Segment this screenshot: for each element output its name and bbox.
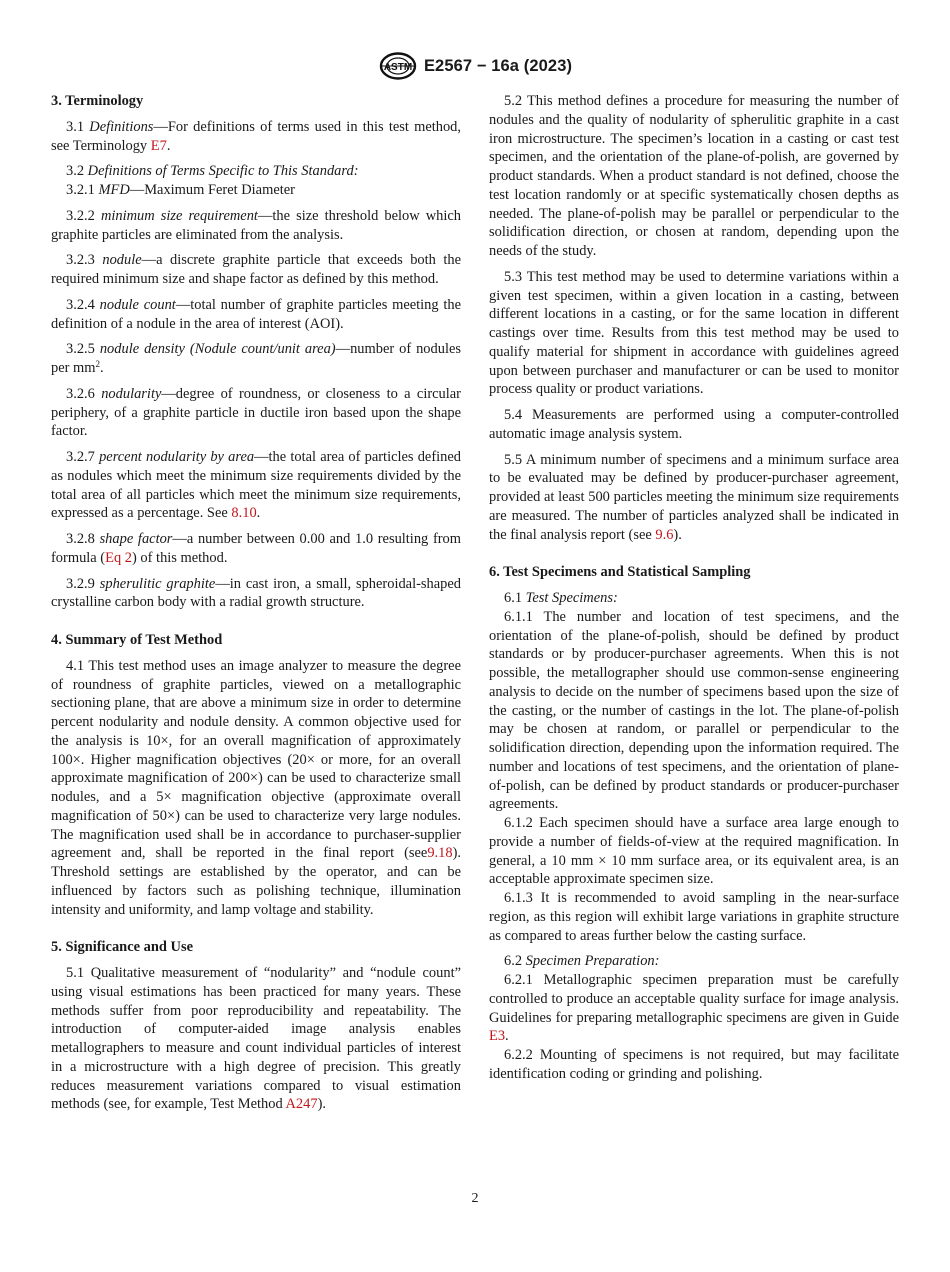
para-3-2-2: 3.2.2 minimum size requirement—the size threshold below which graphite particles are eliminated from the analysis.: [51, 207, 462, 243]
ref-8-10-link[interactable]: 8.10: [231, 505, 257, 522]
para-6-1: 6.1 Test Specimens:: [504, 590, 618, 606]
para-3-2-7: 3.2.7 percent nodularity by area—the total area of particles defined as nodules which meet the minimum size requirements divided by the total area of all particles which meet the minimum size requirements, expressed as a percentage. See 8.10.: [51, 449, 462, 522]
para-3-2-8: 3.2.8 shape factor—a number between 0.00 and 1.0 resulting from formula (Eq 2) of this method.: [51, 531, 462, 566]
ref-e7-link[interactable]: E7: [150, 137, 167, 154]
para-5-5: 5.5 A minimum number of specimens and a minimum surface area to be evaluated may be defined by producer-purchaser agreement, provided at least 500 particles meeting the minimum size requirements are measured. The number of particles analyzed shall be indicated in the final analysis report (see 9.6).: [489, 451, 899, 543]
para-3-2-4: 3.2.4 nodule count—total number of graphite particles meeting the definition of a nodule in the area of interest (AOI).: [51, 296, 462, 332]
para-6-2-1: 6.2.1 Metallographic specimen preparation must be carefully controlled to produce an acceptable quality surface for image analysis. Guidelines for preparing metallographic specimens are given in Guide E3.: [489, 972, 899, 1045]
para-3-2-3: 3.2.3 nodule—a discrete graphite particle that exceeds both the required minimum size and shape factor as defined by this method.: [51, 252, 462, 287]
para-3-2-6: 3.2.6 nodularity—degree of roundness, or closeness to a circular periphery, of a graphite particle in ductile iron based upon the shape factor.: [51, 385, 461, 440]
logo-text: ASTM: [383, 62, 413, 73]
standard-designation: E2567 − 16a (2023): [423, 56, 573, 75]
section-6-heading: 6. Test Specimens and Statistical Sampling: [489, 564, 751, 581]
para-4-1: 4.1 This test method uses an image analyzer to measure the degree of roundness of graphite particles, viewed on a metallographic sectioning plane, that are above a minimum size in order to determine percent nodularity and nodule density. A common objective used for the analysis is 10×, for an overall magnification of approximately 100×. Higher magnification objectives (20× or more, for an overall approximate magnification of 200×) can be used to characterize small nodules, and a 5× magnification objective (approximate overall magnification of 50×) can be used to characterize very large nodules. The magnification used shall be in accordance to purchaser-supplier agreement and, shall be reported in the final report (see9.18). Threshold settings are established by the operator, and can be influenced by factors such as polishing technique, illumination intensity and uniformity, and lamp voltage and stability.: [51, 657, 461, 918]
section-5-heading: 5. Significance and Use: [51, 939, 193, 956]
para-6-1-1: 6.1.1 The number and location of test specimens, and the orientation of the plane-of-polish, should be defined by product standards or by producer-purchaser agreements. When this is not possible, the metallographer should use common-sense engineering analysis to decide on the number of specimens based upon the size of the casting, or the number of castings in the lot. The plane-of-polish may be chosen at random, or parallel or perpendicular to the solidification direction, depending upon the information required. The number and locations of test specimens, and the orientation of plane-of-polish, can be defined by product standards or producer-purchaser agreements.: [489, 608, 899, 813]
para-6-1-3: 6.1.3 It is recommended to avoid sampling in the near-surface region, as this region will exhibit large variations in graphite structure as compared to areas further below the casting surface.: [489, 890, 899, 944]
ref-e3-link[interactable]: E3: [489, 1028, 506, 1045]
page-number: 2: [471, 1191, 479, 1206]
para-3-2-5: 3.2.5 nodule density (Nodule count/unit area)—number of nodules per $mm^2$.: [51, 341, 462, 376]
para-5-1: 5.1 Qualitative measurement of “nodularity” and “nodule count” using visual estimations has been practiced for many years. These methods suffer from poor reproducibility and repeatability. The introduction of computer-aided image analysis enables metallographers to measure and count individual particles of interest in a microstructure with a high degree of precision. This greatly reduces measurement variations compared to visual estimation methods (see, for example, Test Method A247).: [51, 965, 461, 1113]
right-column: [489, 92, 899, 1084]
para-5-4: 5.4 Measurements are performed using a computer-controlled automatic image analysis system.: [489, 407, 899, 442]
para-6-1-2: 6.1.2 Each specimen should have a surface area large enough to provide a number of fields-of-view at the required magnification. In general, a 10 mm × 10 mm surface area, or its equivalent area, is an acceptable approximate specimen size.: [489, 815, 899, 888]
para-5-3: 5.3 This test method may be used to determine variations within a given test specimen, within a given location in a casting, between different locations in a casting, or for the same location in different castings over time. Results from this test method may be used to qualify material for shipment in accordance with guidelines agreed upon between purchaser and manufacturer or can be used to monitor process quality or product variations.: [489, 268, 899, 398]
para-3-1: 3.1 Definitions—For definitions of terms used in this test method, see Terminology E7.: [51, 118, 461, 154]
ref-a247-link[interactable]: A247: [285, 1096, 318, 1113]
section-4-heading: 4. Summary of Test Method: [51, 632, 223, 648]
ref-9-18-link[interactable]: 9.18: [427, 845, 453, 862]
astm-logo-icon: [378, 51, 418, 81]
para-3-2-1: 3.2.1 MFD—Maximum Feret Diameter: [66, 182, 295, 198]
para-6-2: 6.2 Specimen Preparation:: [504, 953, 660, 970]
left-column: [51, 92, 461, 1114]
para-3-2-9: 3.2.9 spherulitic graphite—in cast iron, a small, spheroidal-shaped crystalline carbon body with a radial growth structure.: [51, 575, 461, 611]
para-3-2: 3.2 Definitions of Terms Specific to This Standard:: [66, 163, 359, 180]
para-6-2-2: 6.2.2 Mounting of specimens is not required, but may facilitate identification coding or grinding and polishing.: [489, 1047, 899, 1082]
para-5-2: 5.2 This method defines a procedure for measuring the number of nodules and the quality of nodularity of spherulitic graphite in a cast iron microstructure. The specimen’s location in a casting or cast test specimen, and the orientation of the plane-of-polish, are governed by product standards. When a product standard is not defined, choose the test location randomly or at specific systematically chosen depths as needed. The plane-of-polish may be parallel or perpendicular to the solidification direction, or chosen at random, depending upon the needs of the study.: [489, 93, 899, 259]
section-3-heading: 3. Terminology: [51, 93, 144, 109]
page-header: [0, 50, 950, 82]
ref-9-6-link[interactable]: 9.6: [655, 526, 674, 543]
ref-eq-2-link[interactable]: Eq 2: [105, 549, 132, 566]
